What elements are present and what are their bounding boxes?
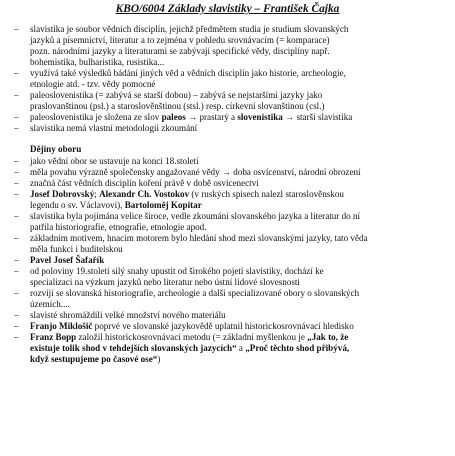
document-title: KBO/6004 Základy slavistiky – František Čajka xyxy=(115,3,340,15)
document-body xyxy=(14,24,450,365)
list-item: – měla povahu výrazně společensky angažované vědy → doba osvícenství, národní obrození xyxy=(14,166,361,177)
list-item: – slavisté shromáždili velké množství nového materiálu xyxy=(14,310,226,321)
list-item: – Josef Dobrovský; Alexandr Ch. Vostokov (v ruských spisech nalezl staroslověnskou legendu o sv. Václavovi), Bartoloměj Kopitar xyxy=(14,188,344,210)
list-item: – paleoslovenistika (= zabývá se starší dobou) – zabývá se nejstaršími jazyky jako praslovanštinou (psl.) a staroslověnštinou (stsl.) resp. církevní slovanštinou (csl.) xyxy=(14,90,325,112)
list-item: – slavistika nemá vlastní metodologii zkoumání xyxy=(14,123,198,134)
list-item: – Franjo Miklošič poprvé ve slovanské jazykovědě uplatnil historickosrovnávací hledisko xyxy=(14,321,354,332)
list-item: – značná část vědních disciplín koření právě v době osvícenectví xyxy=(14,177,259,188)
list-item: – základním motivem, hnacím motorem bylo hledání shod mezi slovanskými jazyky, tato věda měla funkci i buditelskou xyxy=(14,232,368,254)
list-item: – jako vědní obor se ustavuje na konci 18.století xyxy=(14,155,199,166)
list-item: – od poloviny 19.století silý snahy upustit od širokého pojetí slavistiky, dochází ke specializaci na výzkum jazyků nebo literatur nebo ústní lidové slovesnosti xyxy=(14,265,324,288)
list-item: – paleoslovenistika je složena ze slov paleos → prastarý a slovenistika → starší slavistika xyxy=(14,112,353,123)
list-item: – Pavel Josef Šafařík xyxy=(14,254,105,265)
list-item: – rozvíjí se slovanská historiografie, archeologie a další specializované obory o slovanských územích.... xyxy=(14,288,360,310)
list-item: – Franz Bopp založil historickosrovnávací metodu (= základní myšlenkou je „Jak to, že existuje tolik shod v tehdejších slovanských jazycích“ a „Proč těchto shod přibývá, když sestupujeme po časové ose“) xyxy=(14,332,350,365)
list-item: – využívá také výsledků bádání jiných věd a vědních disciplín jako historie, archeologie, etnologie atd. - tzv. vědy pomocné xyxy=(14,68,346,90)
list-item: – slavistika je soubor vědních disciplín, jejichž předmětem studia je studium slovanských jazyků a písemnictví, literatur a to zejména v pohledu srovnávacím (= komparace) pozn. národními jazyky a literaturami se zabývají specifické vědy, disciplíny např. bohemistika, bulharistika, rusistika... xyxy=(14,24,349,68)
section-heading: Dějiny oboru xyxy=(30,144,82,155)
list-item: – slavistika byla pojímána velice široce, vedle zkoumání slovanského jazyka a literatur do ní patřila historiografie, etnografie, etnologie apod. xyxy=(14,210,361,232)
